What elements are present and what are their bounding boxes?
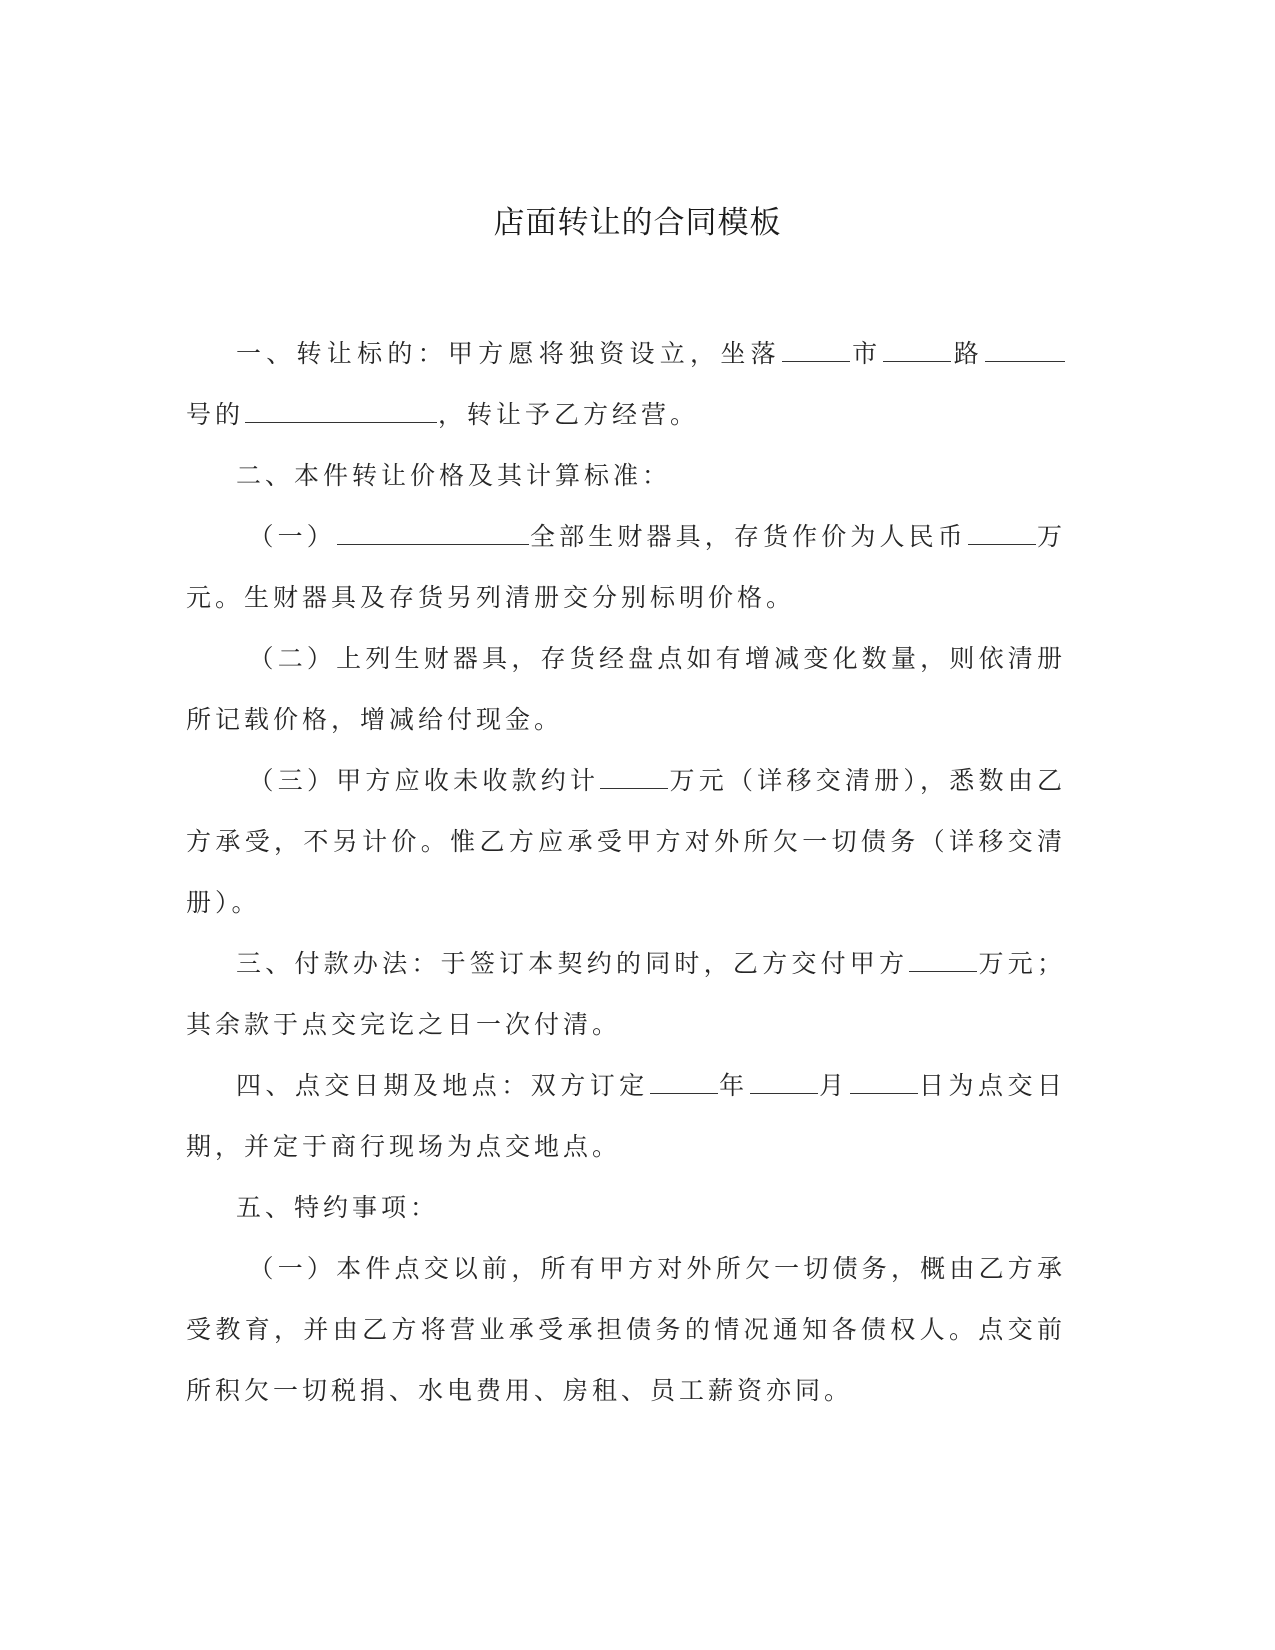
clause-2-heading: 二、本件转让价格及其计算标准： (236, 461, 672, 490)
clause-4-handover (186, 1055, 1066, 1177)
item-3-text-a: （三）甲方应收未收款约计 (248, 766, 600, 795)
item-1-prefix: （一） (248, 522, 336, 551)
blank-year (650, 1069, 718, 1094)
item-3-text-b: 万元（详移交清册），悉数由乙方承受，不另计价。惟乙方应承受甲方对外所欠一切债务（详移交清册）。 (186, 766, 1066, 917)
clause-1-text-a: 一、转让标的：甲方愿将独资设立，坐落 (236, 339, 781, 368)
clause-3-text-b: 万元 (978, 949, 1037, 978)
blank-assets (337, 520, 529, 545)
clause-1-text-road: 路 (952, 339, 984, 368)
blank-road (883, 337, 951, 362)
clause-5-heading: 五、特约事项： (236, 1193, 440, 1222)
clause-1-text-city: 市 (850, 339, 883, 368)
clause-4-text-a: 四、点交日期及地点：双方订定 (236, 1071, 649, 1100)
blank-price (968, 520, 1036, 545)
blank-receivables (600, 764, 668, 789)
document-title: 店面转让的合同模板 (493, 205, 782, 241)
clause-2-item-3 (186, 750, 1066, 933)
document-body (186, 323, 1066, 1421)
item-1-text-c: 万元。生财器具及存货另列清册交分别标明价格。 (186, 522, 1066, 612)
clause-3-payment (186, 933, 1066, 1055)
clause-1-text-e: ，转让予乙方经营。 (438, 400, 700, 429)
blank-shop-name (245, 398, 437, 423)
clause-3-text-c: ；其余款于点交完讫之日一次付清。 (186, 949, 1066, 1039)
blank-payment (909, 947, 977, 972)
clause-2-item-1 (186, 506, 1066, 628)
clause-3-text-a: 三、付款办法：于签订本契约的同时，乙方交付甲方 (236, 949, 909, 978)
clause-4-text-year: 年 (718, 1071, 749, 1100)
item-1-text-b: 全部生财器具，存货作价为人民币 (529, 522, 967, 551)
clause-4-text-d: 日为点交日期，并定于商行现场为点交地点。 (186, 1071, 1066, 1161)
clause-4-text-month: 月 (818, 1071, 849, 1100)
blank-day (850, 1069, 918, 1094)
clause-5-item-1: （一）本件点交以前，所有甲方对外所欠一切债务，概由乙方承受教育，并由乙方将营业承受承担债务的情况通知各债权人。点交前所积欠一切税捐、水电费用、房租、员工薪资亦同。 (186, 1254, 1066, 1405)
blank-number (985, 337, 1065, 362)
blank-city (782, 337, 850, 362)
blank-month (750, 1069, 818, 1094)
clause-1-text-number: 号的 (186, 400, 245, 429)
clause-1-transfer-object (186, 323, 1066, 445)
clause-2-item-2: （二）上列生财器具，存货经盘点如有增减变化数量，则依清册所记载价格，增减给付现金。 (186, 644, 1066, 734)
